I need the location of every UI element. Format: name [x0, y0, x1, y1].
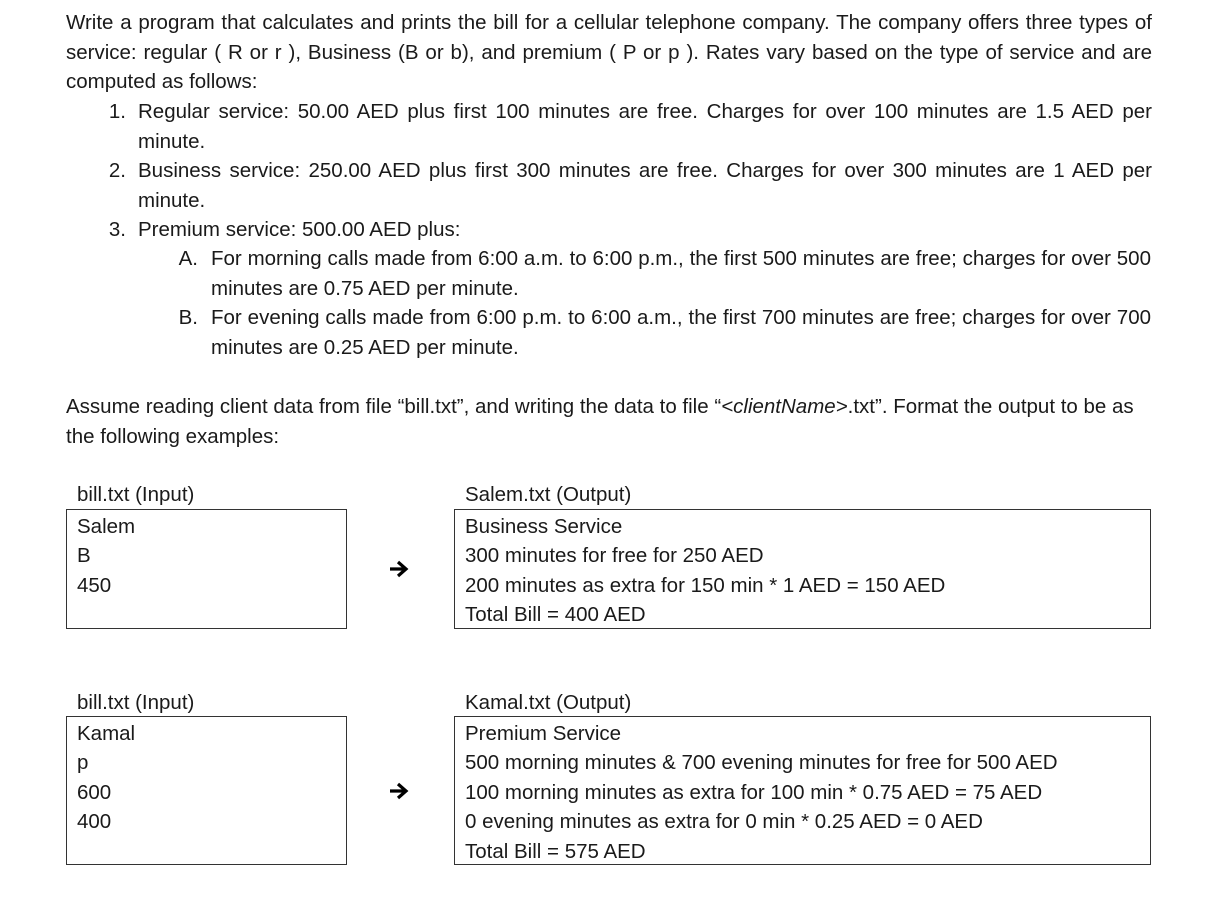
premium-morning-rule: For morning calls made from 6:00 a.m. to 6:00 p.m., the first 500 minutes are free; charges for over 500 minutes are 0.75 AED per minute.	[211, 247, 1151, 300]
output-line: Business Service	[465, 515, 623, 538]
example-1-output-label: Salem.txt (Output)	[465, 483, 632, 506]
client-name-placeholder: <clientName>	[721, 395, 848, 418]
input-line: 600	[77, 780, 112, 804]
output-line: 300 minutes for free for 250 AED	[465, 544, 764, 568]
example-2-output-label: Kamal.txt (Output)	[465, 691, 632, 714]
input-line: Salem	[77, 515, 136, 538]
list-marker-1: 1.	[108, 100, 126, 123]
right-arrow-icon	[389, 560, 409, 578]
list-marker-3: 3.	[108, 218, 126, 241]
output-line: 100 morning minutes as extra for 100 min * 0.75 AED = 75 AED	[465, 780, 1043, 804]
example-2-input-label: bill.txt (Input)	[77, 691, 195, 714]
premium-service-rule: Premium service: 500.00 AED plus:	[138, 218, 461, 241]
file-format-instructions	[66, 392, 1152, 451]
premium-evening-rule: For evening calls made from 6:00 p.m. to 6:00 a.m., the first 700 minutes are free; charges for over 700 minutes are 0.25 AED per minute.	[211, 306, 1151, 359]
assume-text-1: Assume reading client data from file “bill.txt”, and writing the data to file “	[66, 395, 722, 418]
problem-statement: Write a program that calculates and prints the bill for a cellular telephone company. The company offers three types of service: regular ( R or r ), Business (B or b), and premium ( P or p ). Rates vary based on the type of service and are computed as follows:	[66, 11, 1152, 94]
example-2-input-box	[66, 716, 347, 865]
example-1-input-box	[66, 509, 347, 629]
output-line: 0 evening minutes as extra for 0 min * 0.25 AED = 0 AED	[465, 810, 983, 834]
sub-marker-a: A.	[178, 247, 198, 270]
input-line: p	[77, 751, 89, 775]
business-service-rule: Business service: 250.00 AED plus first 300 minutes are free. Charges for over 300 minutes are 1 AED per minute.	[138, 159, 1152, 212]
output-line: Premium Service	[465, 722, 622, 745]
example-1-output-box	[454, 509, 1151, 629]
input-line: 450	[77, 573, 112, 597]
regular-service-rule: Regular service: 50.00 AED plus first 100 minutes are free. Charges for over 100 minutes are 1.5 AED per minute.	[138, 100, 1152, 153]
sub-marker-b: B.	[178, 306, 198, 329]
assume-text-2: .txt”. Format the output to be as the following examples:	[66, 395, 1134, 448]
example-2-output-box	[454, 716, 1151, 865]
output-line: 200 minutes as extra for 150 min * 1 AED = 150 AED	[465, 573, 946, 597]
input-line: Kamal	[77, 722, 136, 745]
output-line: 500 morning minutes & 700 evening minutes for free for 500 AED	[465, 751, 1058, 775]
example-1-input-label: bill.txt (Input)	[77, 483, 195, 506]
input-line: 400	[77, 810, 112, 834]
list-marker-2: 2.	[108, 159, 126, 182]
output-line: Total Bill = 400 AED	[465, 603, 646, 627]
right-arrow-icon	[389, 782, 409, 800]
output-line: Total Bill = 575 AED	[465, 839, 646, 863]
input-line: B	[77, 544, 91, 568]
